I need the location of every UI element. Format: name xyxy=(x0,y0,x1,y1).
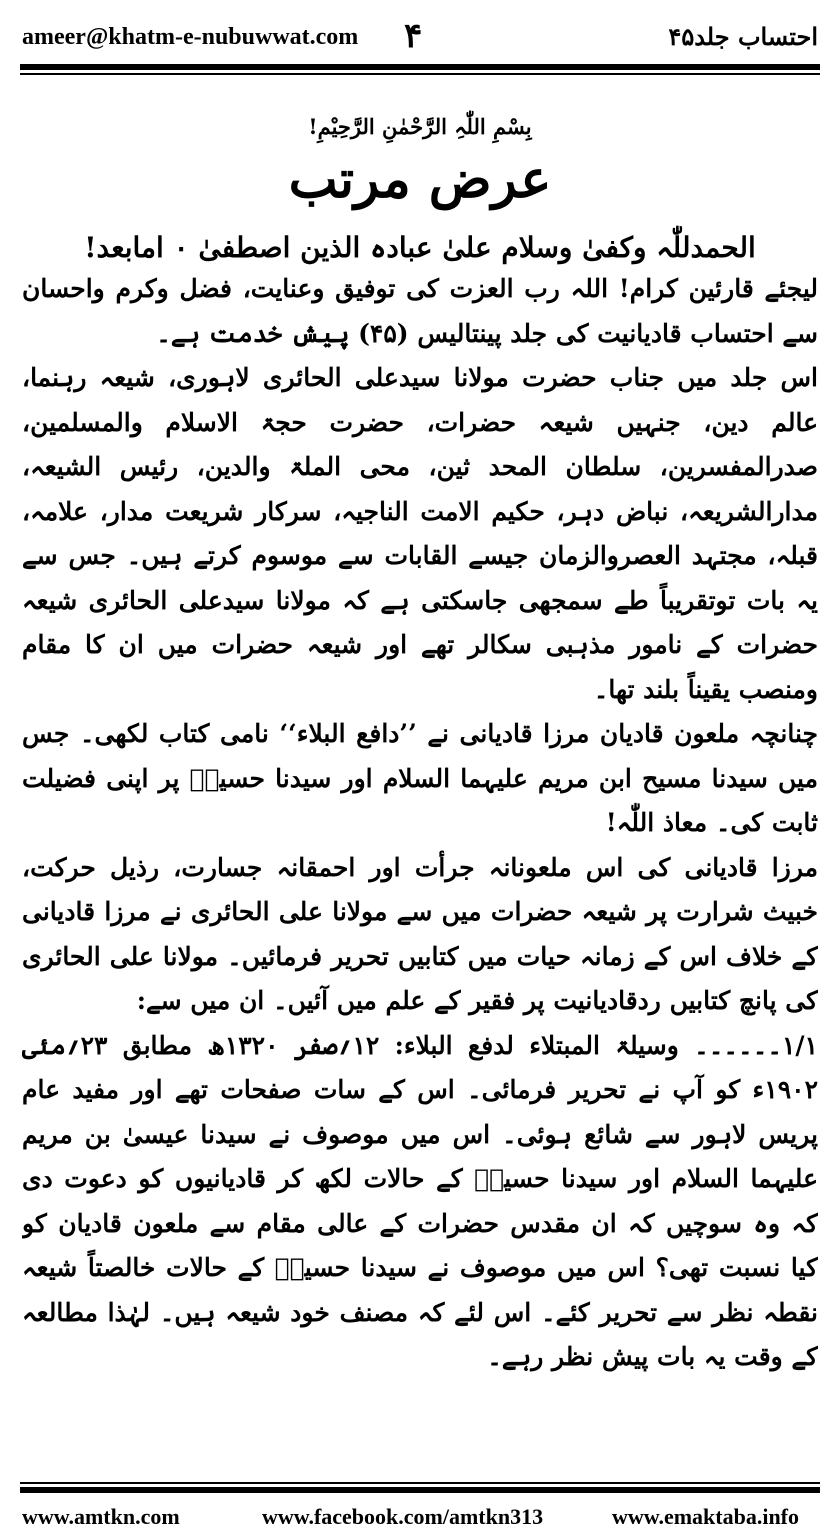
header-rule-thin xyxy=(20,73,820,75)
page-title: عرض مرتب xyxy=(288,149,552,210)
header-rule-thick xyxy=(20,64,820,70)
paragraph-3: چنانچہ ملعون قادیان مرزا قادیانی نے ’’دافع البلاء‘‘ نامی کتاب لکھی۔ جس میں سیدنا مسیح ابن مریم علیہما السلام اور سیدنا حسینؓ پر اپنی فضیلت ثابت کی۔ معاذ اللّٰہ! xyxy=(22,719,818,838)
footer-link-website[interactable]: www.amtkn.com xyxy=(22,1504,180,1529)
page-number: ۴ xyxy=(404,16,423,56)
header-email: ameer@khatm-e-nubuwwat.com xyxy=(22,24,359,50)
paragraph-1: لیجئے قارئین کرام! اللہ رب العزت کی توفیق وعنایت، فضل وکرم واحسان سے احتساب قادیانیت کی جلد پینتالیس (۴۵) پیش خدمت ہے۔ xyxy=(22,274,818,348)
book-title: احتساب جلد۴۵ xyxy=(668,22,818,51)
footer-rule-thin xyxy=(20,1482,820,1484)
item-number: ۱/۱۔۔۔۔۔۔ xyxy=(694,1030,818,1060)
item-book-name: وسیلۃ المبتلاء لدفع البلاء: xyxy=(394,1030,679,1060)
page-body xyxy=(22,92,818,1477)
paragraph-4: مرزا قادیانی کی اس ملعونانہ جرأت اور احمقانہ جسارت، رذیل حرکت، خبیث شرارت پر شیعہ حضرات میں سے مولانا علی الحائری نے مرزا قادیانی کے خلاف اس کے زمانہ حیات میں کتابیں تحریر فرمائیں۔ مولانا علی الحائری کی پانچ کتابیں ردقادیانیت پر فقیر کے علم میں آئیں۔ ان میں سے: xyxy=(22,852,818,1016)
footer-link-emaktaba[interactable]: www.emaktaba.info xyxy=(612,1504,800,1529)
opening-line: الحمدللّٰہ وکفیٰ وسلام علیٰ عبادہ الذین اصطفیٰ ۰ امابعد! xyxy=(84,231,756,264)
bismillah: بِسْمِ اللّٰہِ الرَّحْمٰنِ الرَّحِیْمِ! xyxy=(308,114,532,139)
footer-link-facebook[interactable]: www.facebook.com/amtkn313 xyxy=(262,1504,544,1529)
paragraph-2: اس جلد میں جناب حضرت مولانا سیدعلی الحائری لاہوری، شیعہ رہنما، عالم دین، جنہیں شیعہ حضرات، حضرت حجۃ الاسلام والمسلمین، صدرالمفسرین، سلطان المحد ثین، محی الملۃ والدین، رئیس الشیعہ، مدارالشریعہ، نباض دہر، حکیم الامت الناجیہ، سرکار شریعت مدار، علامہ، قبلہ، مجتہد العصروالزمان جیسے القابات سے موسوم کرتے ہیں۔ جس سے یہ بات توتقریباً طے سمجھی جاسکتی ہے کہ مولانا سیدعلی الحائری شیعہ حضرات کے نامور مذہبی سکالر تھے اور شیعہ حضرات میں ان کا مقام ومنصب یقیناً بلند تھا۔ xyxy=(22,363,818,704)
list-item-1 xyxy=(22,1024,818,1380)
page-footer xyxy=(0,1490,840,1540)
item-description: ۱۲؍صفر ۱۳۲۰ھ مطابق ۲۳؍مئی ۱۹۰۲ء کو آپ نے تحریر فرمائی۔ اس کے سات صفحات تھے اور مفید عام پریس لاہور سے شائع ہوئی۔ اس میں موصوف نے سیدنا عیسیٰ بن مریم علیہما السلام اور سیدنا حسینؓ کے حالات لکھ کر قادیانیوں کو دعوت دی کہ وہ سوچیں کہ ان مقدس حضرات کے عالی مقام سے ملعون قادیان کو کیا نسبت تھی؟ اس میں موصوف نے سیدنا حسینؓ کے حالات خالصتاً شیعہ نقطہ نظر سے تحریر کئے۔ اس لئے کہ مصنف خود شیعہ ہیں۔ لہٰذا مطالعہ کے وقت یہ بات پیش نظر رہے۔ xyxy=(22,1030,818,1372)
